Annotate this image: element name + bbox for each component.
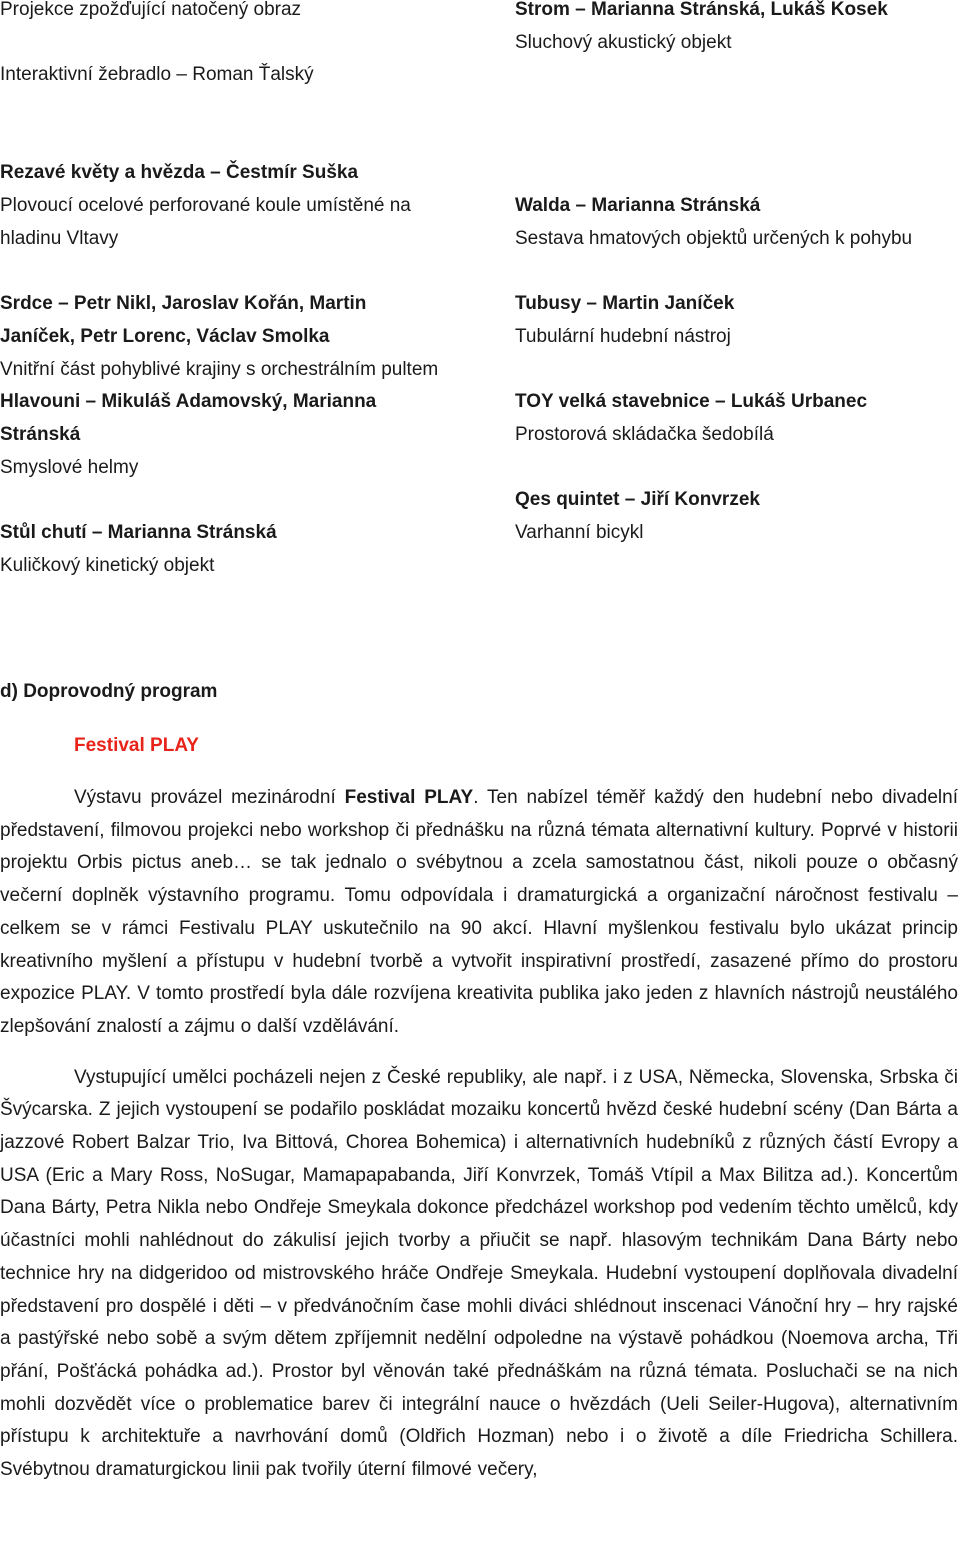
festival-title: Festival PLAY: [74, 735, 199, 756]
item-description: Projekce zpožďující natočený obraz: [0, 0, 302, 20]
section-heading: d) Doprovodný program: [0, 681, 218, 702]
list-item: [515, 190, 955, 255]
item-title: Rezavé květy a hvězda – Čestmír Suška: [0, 162, 359, 184]
paragraph: [0, 782, 958, 1044]
item-title: Qes quintet – Jiří Konvrzek: [515, 489, 760, 511]
list-item: [0, 288, 440, 386]
item-description: Sluchový akustický objekt: [515, 31, 732, 53]
list-item: [0, 157, 440, 255]
list-item: [0, 386, 440, 484]
list-item: [515, 386, 955, 451]
item-description: Prostorová skládačka šedobílá: [515, 424, 774, 446]
list-item: [515, 0, 955, 59]
item-title: Strom – Marianna Stránská, Lukáš Kosek: [515, 0, 888, 20]
item-description: Sestava hmatových objektů určených k pohybu: [515, 227, 913, 249]
accompanying-program-section: [0, 676, 958, 1487]
item-description: Tubulární hudební nástroj: [515, 325, 731, 347]
item-description: Smyslové helmy: [0, 456, 139, 478]
item-title: Srdce – Petr Nikl, Jaroslav Kořán, Martin Janíček, Petr Lorenc, Václav Smolka: [0, 293, 367, 347]
paragraph-text: Výstavu provázel mezinárodní: [74, 787, 345, 808]
item-description: Vnitřní část pohyblivé krajiny s orchestrálním pultem: [0, 358, 439, 380]
list-item: [515, 484, 955, 549]
item-title: Hlavouni – Mikuláš Adamovský, Marianna Stránská: [0, 391, 377, 446]
item-title: TOY velká stavebnice – Lukáš Urbanec: [515, 391, 868, 413]
paragraph-bold-text: Festival PLAY: [344, 787, 474, 808]
item-title: Tubusy – Martin Janíček: [515, 293, 735, 315]
paragraph: Vystupující umělci pocházeli nejen z České republiky, ale např. i z USA, Německa, Slovenska, Srbska či Švýcarska. Z jejich vystoupení se podařilo poskládat mozaiku koncertů hvězd české hudební scény (Dan Bárta a jazzové Robert Balzar Trio, Iva Bittová, Chorea Bohemica) i alternativních hudebníků z různých částí Evropy a USA (Eric a Mary Ross, NoSugar, Mamapapabanda, Jiří Konvrzek, Tomáš Vtípil a Max Bilitza ad.). Koncertům Dana Bárty, Petra Nikla nebo Ondřeje Smeykala dokonce předcházel workshop pod vedením těchto umělců, kdy účastníci mohli nahlédnout do zákulisí jejich tvorby a přiučit se např. hlasovým technikám Dana Bárty nebo technice hry na didgeridoo od mistrovského hráče Ondřeje Smeykala. Hudební vystoupení doplňovala divadelní představení pro dospělé i děti – v předvánočním čase mohli diváci shlédnout inscenaci Vánoční hry – hry rajské a pastýřské nebo sobě a svým dětem zpříjemnit nedělní odpoledne na výstavě pohádkou (Noemova archa, Tři přání, Pošťácká pohádka ad.). Prostor byl věnován také přednáškám na různá témata. Posluchači se na nich mohli dozvědět více o problematice barev či integrální nauce o hvězdách (Ueli Seiler-Hugova), alternativním přístupu k architektuře a navrhování domů (Oldřich Hozman) nebo i o životě a díle Friedricha Schillera. Svébytnou dramaturgickou linii pak tvořily úterní filmové večery,: [0, 1066, 958, 1481]
list-item: [0, 59, 440, 92]
paragraph-text: . Ten nabízel téměř každý den hudební nebo divadelní představení, filmovou projekci nebo workshop či přednášku na různá témata alternativní kultury. Poprvé v historii projektu Orbis pictus aneb… se tak jednalo o svébytnou a zcela samostatnou část, nikoli pouze o občasný večerní doplněk výstavního programu. Tomu odpovídala i dramaturgická a organizační náročnost festivalu – celkem se v rámci Festivalu PLAY uskutečnilo na 90 akcí. Hlavní myšlenkou festivalu bylo ukázat princip kreativního myšlení a přístupu v hudební tvorbě a vytvořit inspirativní prostředí, zasazené přímo do prostoru expozice PLAY. V tomto prostředí byla dále rozvíjena kreativita publika jako jeden z hlavních nástrojů neustálého zlepšování znalostí a zájmu o další vzdělávání.: [0, 787, 958, 1037]
right-column: [515, 0, 955, 550]
item-description: Varhanní bicykl: [515, 522, 644, 544]
list-item: [515, 288, 955, 353]
left-column: [0, 0, 440, 583]
list-item: [0, 0, 440, 27]
item-title: Stůl chutí – Marianna Stránská: [0, 522, 277, 544]
list-item: [0, 517, 440, 582]
item-description: Kuličkový kinetický objekt: [0, 554, 215, 576]
item-description: Plovoucí ocelové perforované koule umístěné na hladinu Vltavy: [0, 195, 411, 249]
item-title: Walda – Marianna Stránská: [515, 195, 761, 217]
item-title-plain: Interaktivní žebradlo – Roman Ťalský: [0, 64, 314, 86]
